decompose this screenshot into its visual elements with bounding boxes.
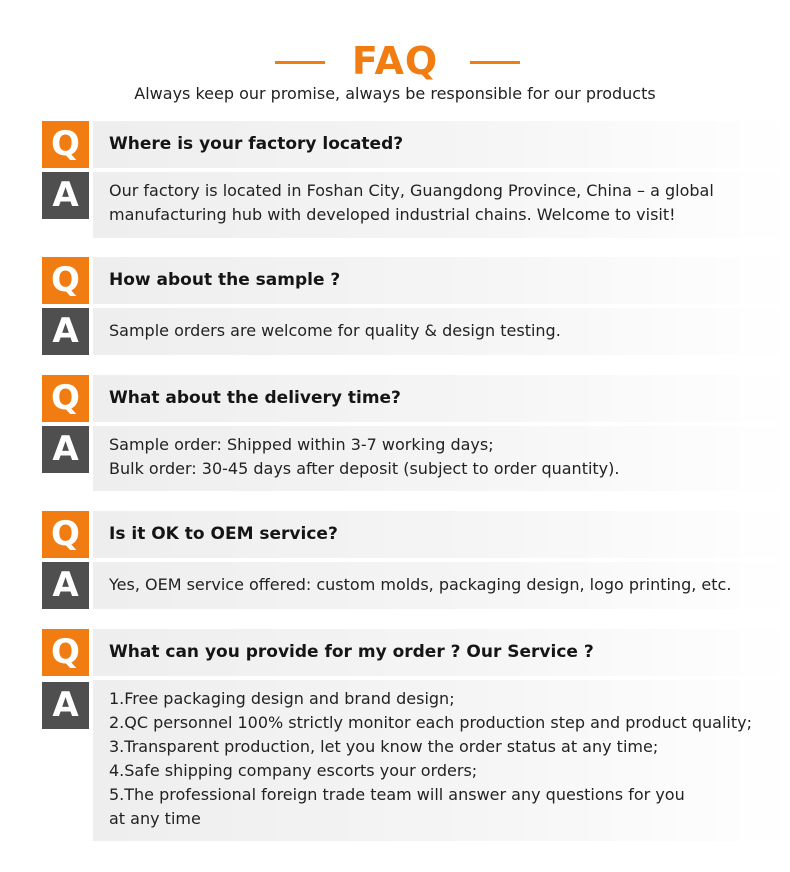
question-text: Is it OK to OEM service? [109,524,338,544]
question-text: What can you provide for my order ? Our Service ? [109,642,594,662]
answer-badge-icon: A [42,426,89,473]
answer-line: 4.Safe shipping company escorts your orders; [109,761,478,780]
faq-item [42,375,790,491]
answer-line: Our factory is located in Foshan City, Guangdong Province, China – a global [109,181,714,200]
question-text: How about the sample ? [109,270,341,290]
question-text: What about the delivery time? [109,388,401,408]
answer-badge-icon: A [42,562,89,609]
answer-line: 2.QC personnel 100% strictly monitor each production step and product quality; [109,713,752,732]
faq-item [42,121,790,238]
answer-badge-icon: A [42,308,89,355]
answer-line: 1.Free packaging design and brand design; [109,689,455,708]
question-badge-icon: Q [42,629,89,676]
answer-text [109,687,769,831]
faq-header [0,0,790,110]
title-decoration-right [470,61,520,64]
answer-line: Sample orders are welcome for quality & design testing. [109,321,561,340]
answer-text [109,433,769,481]
answer-line: at any time [109,809,201,828]
question-text: Where is your factory located? [109,134,404,154]
answer-line: Bulk order: 30-45 days after deposit (subject to order quantity). [109,459,620,478]
answer-text [109,573,769,597]
question-badge-icon: Q [42,375,89,422]
answer-line: Sample order: Shipped within 3-7 working days; [109,435,494,454]
question-badge-icon: Q [42,511,89,558]
answer-badge-icon: A [42,682,89,729]
answer-badge-icon: A [42,172,89,219]
faq-item [42,629,790,841]
answer-line: 5.The professional foreign trade team will answer any questions for you [109,785,685,804]
question-badge-icon: Q [42,257,89,304]
answer-line: 3.Transparent production, let you know the order status at any time; [109,737,659,756]
answer-text [109,179,769,227]
faq-item [42,511,790,609]
answer-line: manufacturing hub with developed industrial chains. Welcome to visit! [109,205,676,224]
answer-line: Yes, OEM service offered: custom molds, packaging design, logo printing, etc. [109,575,732,594]
question-badge-icon: Q [42,121,89,168]
page-subtitle: Always keep our promise, always be responsible for our products [134,84,656,103]
answer-text [109,319,769,343]
page-title: FAQ [351,39,439,83]
faq-item [42,257,790,355]
